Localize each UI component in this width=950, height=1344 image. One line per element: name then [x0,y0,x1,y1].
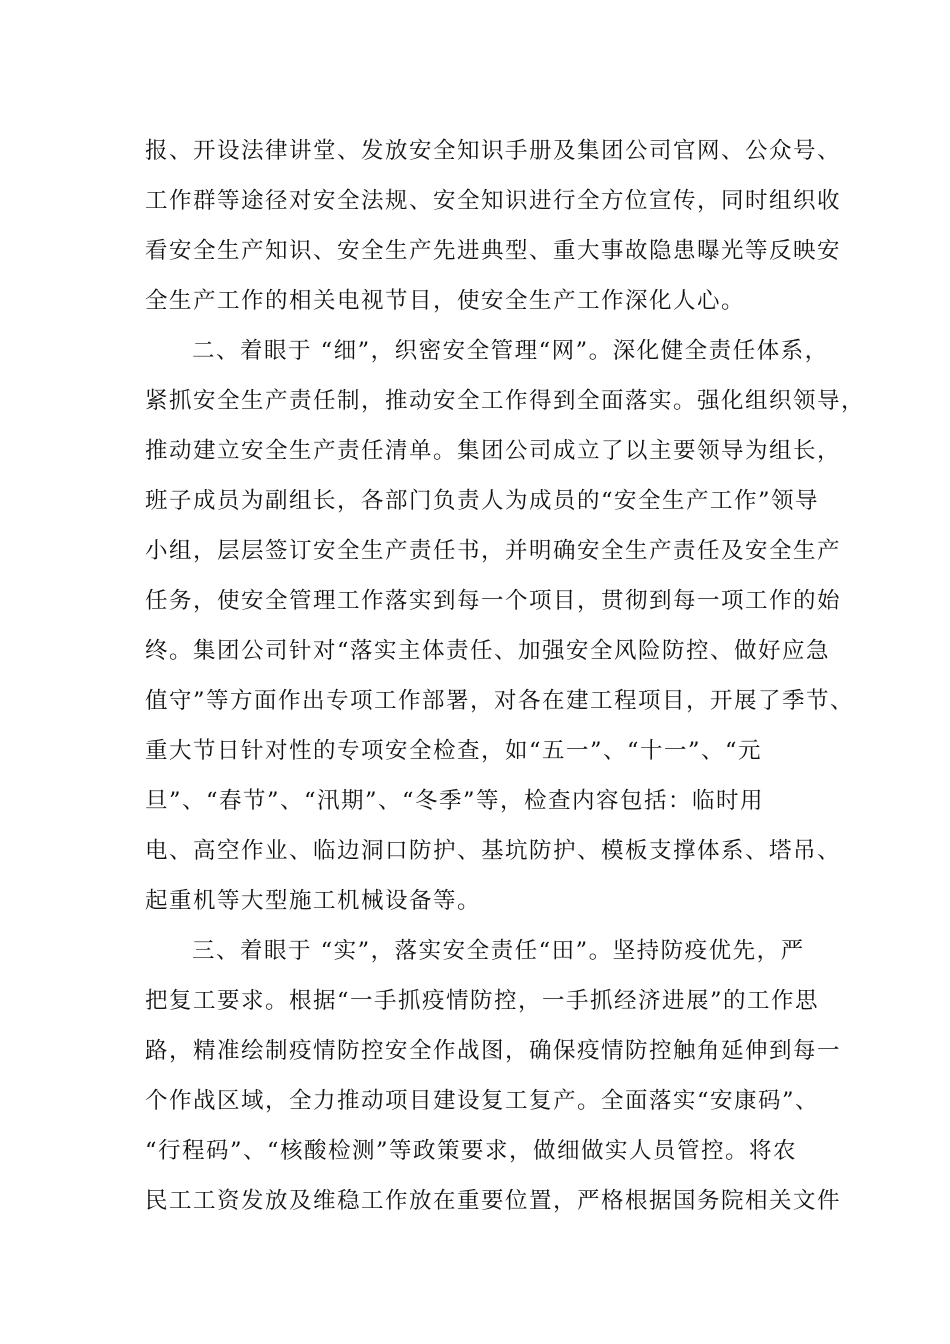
text-line: 路，精准绘制疫情防控安全作战图，确保疫情防控触角延伸到每一 [145,1038,842,1064]
text-line: 起重机等大型施工机械设备等。 [145,888,482,914]
text-line: 电、高空作业、临边洞口防护、基坑防护、模板支撑体系、塔吊、 [145,838,842,864]
text-line: 旦”、“春节”、“汛期”、“冬季”等，检查内容包括：临时用 [145,788,765,814]
text-line: 小组，层层签订安全生产责任书，并明确安全生产责任及安全生产 [145,538,842,564]
paragraph-2-start: 二、着眼于 “细”，织密安全管理“网”。深化健全责任体系， [192,338,829,364]
text-line: 任务，使安全管理工作落实到每一个项目，贯彻到每一项工作的始 [145,588,842,614]
text-line: 民工工资发放及维稳工作放在重要位置，严格根据国务院相关文件 [145,1188,842,1214]
text-line: 个作战区域，全力推动项目建设复工复产。全面落实“安康码”、 [145,1088,820,1114]
text-line: 看安全生产知识、安全生产先进典型、重大事故隐患曝光等反映安 [145,238,842,264]
paragraph-3-start: 三、着眼于 “实”，落实安全责任“田”。坚持防疫优先，严 [192,938,805,964]
text-line: 紧抓安全生产责任制，推动安全工作得到全面落实。强化组织领导， [145,388,866,414]
text-line: 终。集团公司针对“落实主体责任、加强安全风险防控、做好应急 [145,638,831,664]
text-line: 把复工要求。根据“一手抓疫情防控，一手抓经济进展”的工作思 [145,988,820,1014]
text-line: 推动建立安全生产责任清单。集团公司成立了以主要领导为组长， [145,438,842,464]
text-line: 工作群等途径对安全法规、安全知识进行全方位宣传，同时组织收 [145,188,842,214]
text-line: “行程码”、“核酸检测”等政策要求，做细做实人员管控。将农 [145,1138,798,1164]
text-line: 班子成员为副组长，各部门负责人为成员的“安全生产工作”领导 [145,488,820,514]
text-line: 值守”等方面作出专项工作部署，对各在建工程项目，开展了季节、 [145,688,855,714]
text-line: 报、开设法律讲堂、发放安全知识手册及集团公司官网、公众号、 [145,138,842,164]
text-line: 全生产工作的相关电视节目，使安全生产工作深化人心。 [145,288,746,314]
text-line: 重大节日针对性的专项安全检查，如“五一”、“十一”、“元 [145,738,763,764]
